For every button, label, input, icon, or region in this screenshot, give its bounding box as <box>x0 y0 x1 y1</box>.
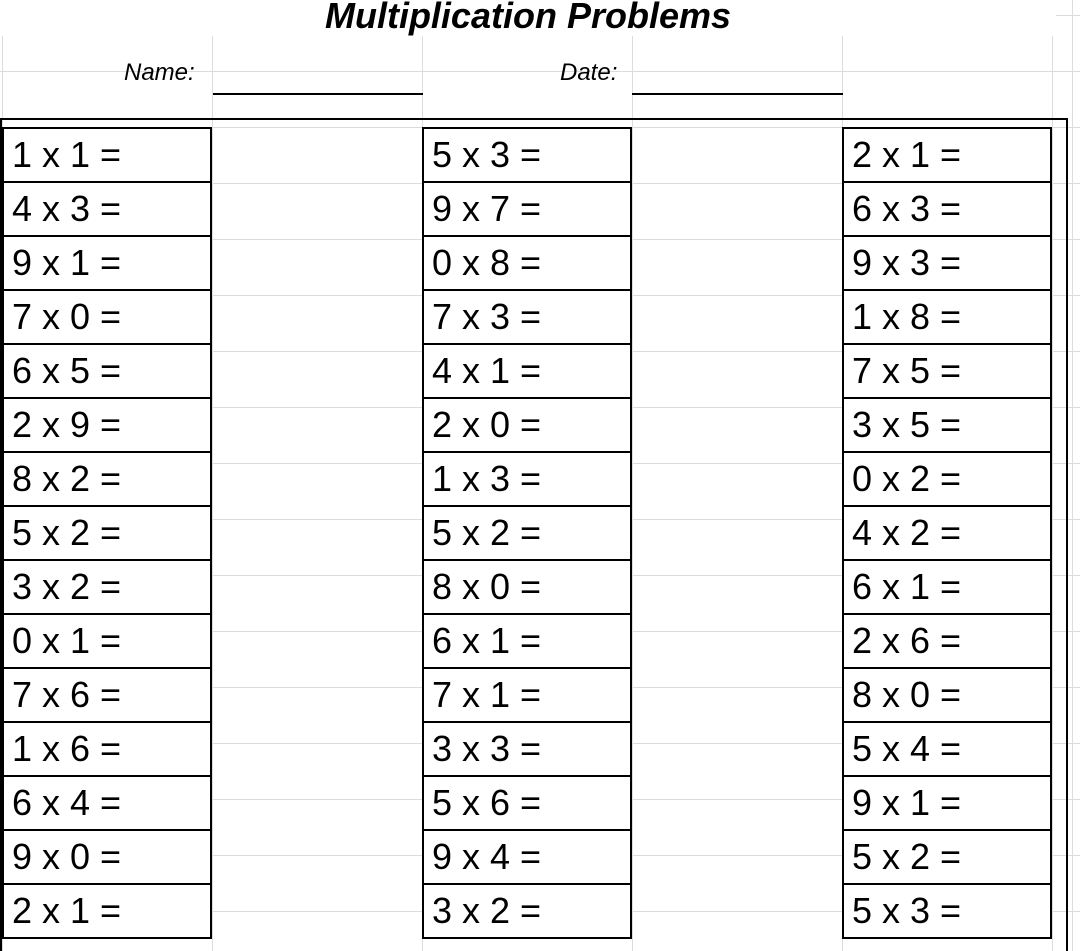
problem-cell[interactable]: 4 x 1 = <box>422 343 632 399</box>
date-field-line[interactable] <box>632 93 843 95</box>
problem-cell[interactable]: 1 x 3 = <box>422 451 632 507</box>
problem-cell[interactable]: 7 x 5 = <box>842 343 1052 399</box>
problem-cell[interactable]: 8 x 0 = <box>422 559 632 615</box>
problem-cell[interactable]: 2 x 6 = <box>842 613 1052 669</box>
problem-cell[interactable]: 6 x 3 = <box>842 181 1052 237</box>
problem-cell[interactable]: 2 x 1 = <box>2 883 212 939</box>
problem-cell[interactable]: 9 x 0 = <box>2 829 212 885</box>
problem-cell[interactable]: 3 x 3 = <box>422 721 632 777</box>
grid-line <box>1072 0 1073 951</box>
name-field-line[interactable] <box>213 93 423 95</box>
problem-cell[interactable]: 9 x 1 = <box>842 775 1052 831</box>
problem-cell[interactable]: 6 x 1 = <box>842 559 1052 615</box>
problem-cell[interactable]: 7 x 1 = <box>422 667 632 723</box>
problem-cell[interactable]: 1 x 6 = <box>2 721 212 777</box>
problem-cell[interactable]: 6 x 4 = <box>2 775 212 831</box>
problem-cell[interactable]: 6 x 1 = <box>422 613 632 669</box>
problem-cell[interactable]: 9 x 1 = <box>2 235 212 291</box>
problem-cell[interactable]: 3 x 2 = <box>422 883 632 939</box>
problem-cell[interactable]: 5 x 3 = <box>842 883 1052 939</box>
problem-cell[interactable]: 1 x 1 = <box>2 127 212 183</box>
problem-cell[interactable]: 5 x 2 = <box>422 505 632 561</box>
problem-cell[interactable]: 0 x 2 = <box>842 451 1052 507</box>
problem-cell[interactable]: 5 x 2 = <box>2 505 212 561</box>
problem-cell[interactable]: 9 x 3 = <box>842 235 1052 291</box>
problem-cell[interactable]: 5 x 2 = <box>842 829 1052 885</box>
problem-cell[interactable]: 9 x 4 = <box>422 829 632 885</box>
problem-cell[interactable]: 3 x 5 = <box>842 397 1052 453</box>
problem-column-1 <box>2 127 212 939</box>
problem-column-2 <box>422 127 632 939</box>
page-title: Multiplication Problems <box>0 0 1056 36</box>
problem-cell[interactable]: 6 x 5 = <box>2 343 212 399</box>
problem-cell[interactable]: 8 x 2 = <box>2 451 212 507</box>
problem-cell[interactable]: 2 x 1 = <box>842 127 1052 183</box>
problem-cell[interactable]: 4 x 3 = <box>2 181 212 237</box>
problem-cell[interactable]: 4 x 2 = <box>842 505 1052 561</box>
problem-cell[interactable]: 1 x 8 = <box>842 289 1052 345</box>
problem-cell[interactable]: 0 x 8 = <box>422 235 632 291</box>
problem-cell[interactable]: 7 x 6 = <box>2 667 212 723</box>
problem-cell[interactable]: 7 x 3 = <box>422 289 632 345</box>
problem-cell[interactable]: 5 x 3 = <box>422 127 632 183</box>
problem-cell[interactable]: 5 x 4 = <box>842 721 1052 777</box>
problem-column-3 <box>842 127 1052 939</box>
name-label: Name: <box>124 59 195 86</box>
problem-cell[interactable]: 3 x 2 = <box>2 559 212 615</box>
date-label: Date: <box>560 59 618 86</box>
problem-cell[interactable]: 5 x 6 = <box>422 775 632 831</box>
problem-cell[interactable]: 2 x 9 = <box>2 397 212 453</box>
problem-cell[interactable]: 7 x 0 = <box>2 289 212 345</box>
problem-cell[interactable]: 9 x 7 = <box>422 181 632 237</box>
problem-cell[interactable]: 8 x 0 = <box>842 667 1052 723</box>
problem-cell[interactable]: 2 x 0 = <box>422 397 632 453</box>
problem-cell[interactable]: 0 x 1 = <box>2 613 212 669</box>
